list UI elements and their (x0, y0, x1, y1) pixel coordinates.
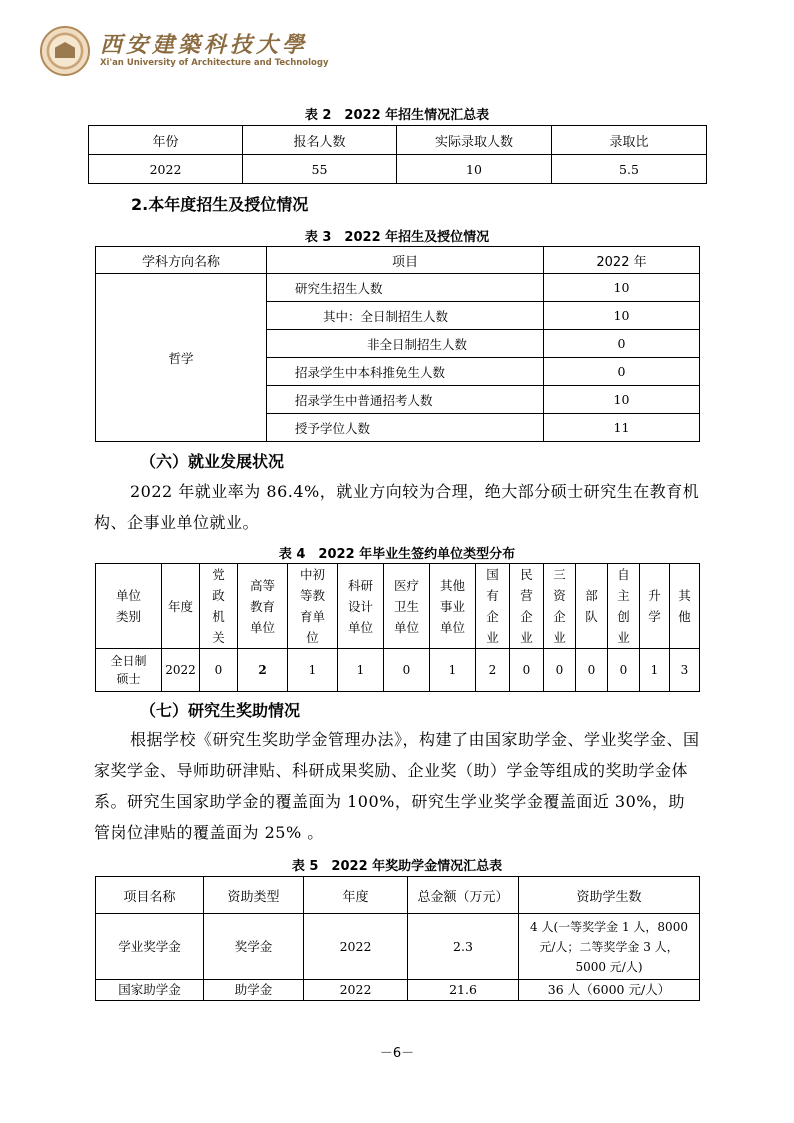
award-paragraph-text: 根据学校《研究生奖助学金管理办法》，构建了由国家助学金、学业奖学金、国家奖学金、导师助研津贴、科研成果奖励、企业奖（助）学金等组成的奖助学金体系。研究生国家助学金的覆盖面为 100%，研究生学业奖学金覆盖面近 30%，助管岗位津贴的覆盖面为 25% 。 (94, 730, 700, 842)
header-text: 科研设计单位 (347, 577, 373, 635)
header-cell: 总金额（万元） (408, 877, 519, 914)
table-cell (96, 649, 162, 692)
value-cell: 10 (544, 274, 700, 302)
table-cell: 3 (670, 649, 700, 692)
header-cell: 报名人数 (243, 126, 397, 155)
value-cell: 0 (544, 330, 700, 358)
section-heading-enrollment: 2.本年度招生及授位情况 (131, 195, 309, 214)
university-name-cn: 西安建築科技大學 (100, 32, 309, 58)
university-name-en: Xi'an University of Architecture and Technology (100, 58, 329, 68)
table-cell: 55 (243, 155, 397, 184)
header-text: 其他事业单位 (439, 577, 465, 635)
enrollment-degree-table (95, 246, 700, 442)
value-cell: 0 (544, 358, 700, 386)
header-cell (608, 564, 640, 649)
header-cell (430, 564, 476, 649)
header-cell (544, 564, 576, 649)
header-text: 年度 (167, 598, 193, 614)
header-cell: 资助学生数 (519, 877, 700, 914)
header-cell (476, 564, 510, 649)
table4-caption: 表 4 2022 年毕业生签约单位类型分布 (278, 547, 516, 562)
table-cell: 1 (640, 649, 670, 692)
header-cell (338, 564, 384, 649)
header-text: 国有企业 (486, 567, 499, 645)
header-text: 单位类别 (115, 588, 141, 624)
table3-caption: 表 3 2022 年招生及授位情况 (304, 230, 490, 245)
header-text: 高等教育单位 (249, 577, 275, 635)
header-cell: 项目 (267, 247, 544, 274)
header-cell: 实际录取人数 (397, 126, 552, 155)
item-cell: 研究生招生人数 (267, 274, 544, 302)
employment-paragraph-text: 2022 年就业率为 86.4%，就业方向较为合理，绝大部分硕士研究生在教育机构、企事业单位就业。 (94, 482, 700, 532)
table-cell: 2022 (89, 155, 243, 184)
header-text: 升学 (648, 588, 661, 624)
table-cell: 学业奖学金 (96, 914, 204, 980)
award-paragraph (94, 724, 700, 848)
value-cell: 11 (544, 414, 700, 442)
page-header (40, 18, 754, 78)
table-row (96, 274, 700, 302)
graduate-employment-table (95, 563, 700, 692)
table-header-row (96, 564, 700, 649)
header-text: 党政机关 (212, 567, 225, 645)
header-cell: 年份 (89, 126, 243, 155)
header-cell: 项目名称 (96, 877, 204, 914)
header-text: 自主创业 (617, 567, 630, 645)
scholarship-summary-table (95, 876, 700, 1001)
table-cell: 36 人（6000 元/人） (519, 980, 700, 1001)
table-cell: 2022 (162, 649, 200, 692)
table-cell: 2 (476, 649, 510, 692)
header-cell (238, 564, 288, 649)
header-cell: 资助类型 (204, 877, 304, 914)
header-cell (510, 564, 544, 649)
table-cell: 1 (430, 649, 476, 692)
header-text: 民营企业 (520, 567, 533, 645)
header-text: 中初等教育单位 (299, 567, 325, 645)
section-heading-award: （七）研究生奖助情况 (140, 701, 301, 720)
item-cell: 其中：全日制招生人数 (267, 302, 544, 330)
table-cell: 助学金 (204, 980, 304, 1001)
header-cell: 录取比 (552, 126, 707, 155)
header-cell (670, 564, 700, 649)
header-text: 其他 (678, 588, 691, 624)
university-seal-logo (40, 26, 90, 76)
table-cell: 奖学金 (204, 914, 304, 980)
table-row (96, 649, 700, 692)
cell-text: 全日制硕士 (110, 654, 147, 686)
table-cell: 4 人(一等奖学金 1 人，8000 元/人；二等奖学金 3 人，5000 元/人) (519, 914, 700, 980)
header-cell (162, 564, 200, 649)
header-cell (96, 564, 162, 649)
header-cell (576, 564, 608, 649)
header-text: 三资企业 (553, 567, 566, 645)
table-row (96, 914, 700, 980)
table-header-row (96, 247, 700, 274)
enrollment-summary-table (88, 125, 707, 184)
table-header-row (96, 877, 700, 914)
table-cell: 1 (288, 649, 338, 692)
header-cell (200, 564, 238, 649)
table-cell: 10 (397, 155, 552, 184)
table-cell: 2022 (304, 914, 408, 980)
item-cell: 非全日制招生人数 (267, 330, 544, 358)
header-cell (384, 564, 430, 649)
section-heading-employment: （六）就业发展状况 (140, 452, 285, 471)
table-row (96, 980, 700, 1001)
table-cell: 2.3 (408, 914, 519, 980)
item-cell: 授予学位人数 (267, 414, 544, 442)
page-number: －6－ (379, 1046, 415, 1061)
header-cell: 2022 年 (544, 247, 700, 274)
table-header-row (89, 126, 707, 155)
table-cell: 国家助学金 (96, 980, 204, 1001)
header-text: 医疗卫生单位 (393, 577, 419, 635)
discipline-cell: 哲学 (96, 274, 267, 442)
table5-caption: 表 5 2022 年奖助学金情况汇总表 (291, 859, 503, 874)
value-cell: 10 (544, 302, 700, 330)
table2-caption: 表 2 2022 年招生情况汇总表 (304, 108, 490, 123)
table-row (89, 155, 707, 184)
header-cell: 学科方向名称 (96, 247, 267, 274)
table-cell: 0 (384, 649, 430, 692)
header-cell (288, 564, 338, 649)
header-cell (640, 564, 670, 649)
table-cell: 0 (608, 649, 640, 692)
employment-paragraph (94, 476, 700, 538)
table-cell: 0 (200, 649, 238, 692)
table-cell: 0 (510, 649, 544, 692)
value-cell: 10 (544, 386, 700, 414)
table-cell: 2022 (304, 980, 408, 1001)
header-text: 部队 (585, 588, 598, 624)
header-cell: 年度 (304, 877, 408, 914)
table-cell: 0 (576, 649, 608, 692)
table-cell: 0 (544, 649, 576, 692)
item-cell: 招录学生中本科推免生人数 (267, 358, 544, 386)
table-cell: 21.6 (408, 980, 519, 1001)
table-cell: 2 (238, 649, 288, 692)
table-cell: 1 (338, 649, 384, 692)
item-cell: 招录学生中普通招考人数 (267, 386, 544, 414)
table-cell: 5.5 (552, 155, 707, 184)
